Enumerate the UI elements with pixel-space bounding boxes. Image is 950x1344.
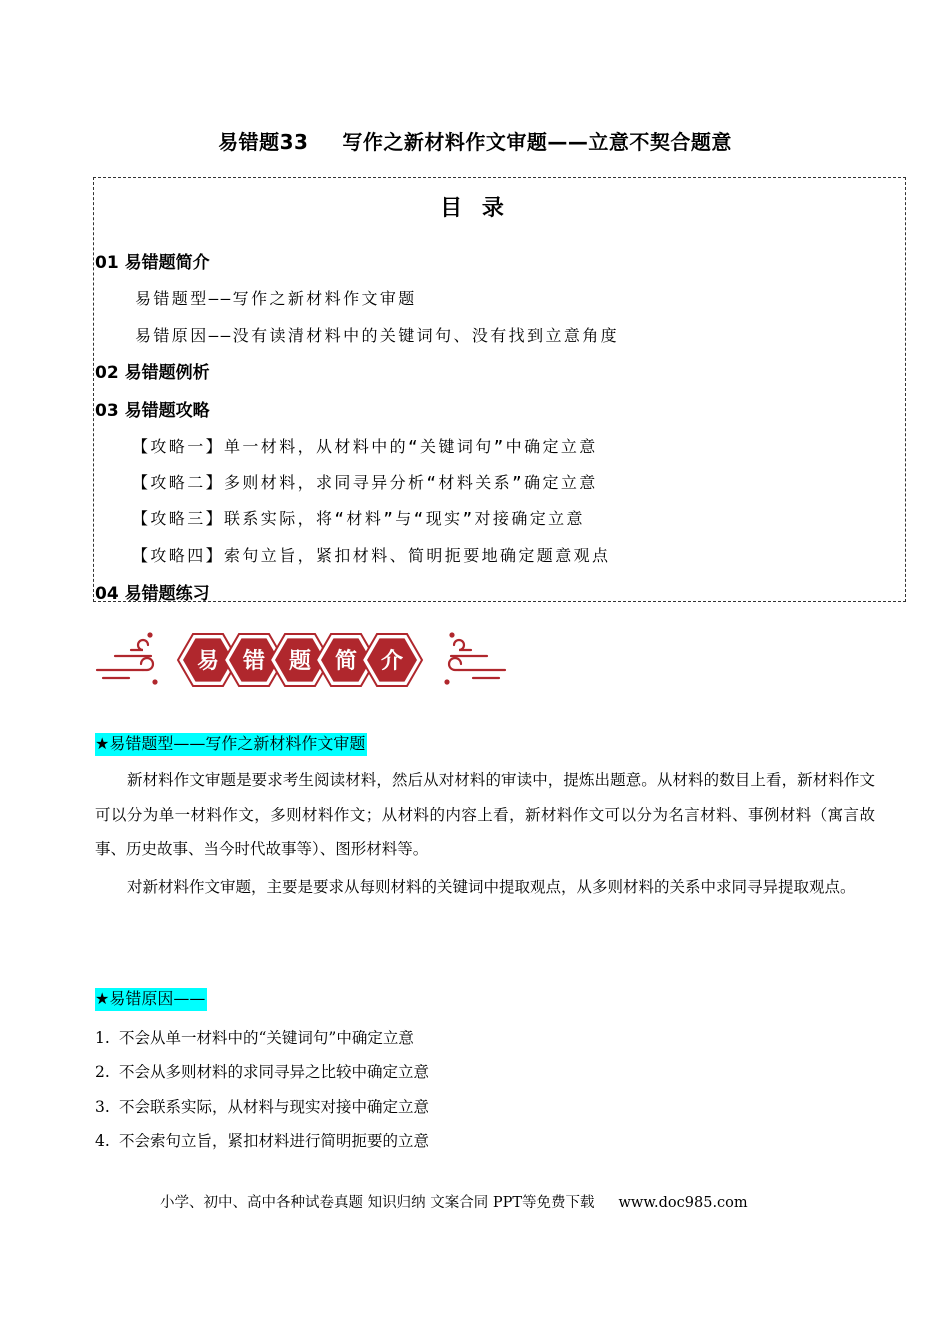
section-banner <box>95 626 507 692</box>
footer-url[interactable]: www.doc985.com <box>618 1195 748 1211</box>
section-heading-type: ★易错题型——写作之新材料作文审题 <box>95 733 367 756</box>
toc-item[interactable]: 【攻略三】联系实际，将“材料”与“现实”对接确定立意 <box>132 509 585 528</box>
list-item: 3. 不会联系实际，从材料与现实对接中确定立意 <box>95 1098 430 1116</box>
toc-item[interactable]: 易错题型——写作之新材料作文审题 <box>135 289 417 308</box>
toc-heading: 目 录 <box>440 196 510 221</box>
footer-text: 小学、初中、高中各种试卷真题 知识归纳 文案合同 PPT等免费下载 <box>160 1195 595 1211</box>
section-heading-cause: ★易错原因—— <box>95 988 207 1011</box>
list-item: 2. 不会从多则材料的求同寻异之比较中确定立意 <box>95 1063 430 1081</box>
toc-section-4[interactable]: 04 易错题练习 <box>95 584 210 604</box>
banner-char: 题 <box>288 649 312 674</box>
page-footer <box>160 1191 748 1212</box>
list-item: 1. 不会从单一材料中的“关键词句”中确定立意 <box>95 1029 414 1047</box>
cloud-ornament-right-icon <box>444 632 505 684</box>
banner-char: 易 <box>196 649 220 674</box>
paragraph: 新材料作文审题是要求考生阅读材料，然后从对材料的审读中，提炼出题意。从材料的数目上看，新材料作文可以分为单一材料作文，多则材料作文；从材料的内容上看，新材料作文可以分为名言材料、事例材料（寓言故事、历史故事、当今时代故事等）、图形材料等。 <box>95 771 875 858</box>
title-number: 易错题33 <box>218 130 309 154</box>
toc-section-3[interactable]: 03 易错题攻略 <box>95 401 210 421</box>
banner-char: 错 <box>242 649 266 674</box>
toc-box <box>93 177 906 602</box>
title-text: 写作之新材料作文审题——立意不契合题意 <box>342 130 732 154</box>
toc-section-1[interactable]: 01 易错题简介 <box>95 253 210 273</box>
toc-section-2[interactable]: 02 易错题例析 <box>95 363 210 383</box>
banner-char: 介 <box>380 649 404 674</box>
toc-item[interactable]: 【攻略四】索句立旨，紧扣材料、简明扼要地确定题意观点 <box>132 546 611 565</box>
toc-item[interactable]: 【攻略一】单一材料，从材料中的“关键词句”中确定立意 <box>132 437 598 456</box>
paragraph: 对新材料作文审题，主要是要求从每则材料的关键词中提取观点，从多则材料的关系中求同寻异提取观点。 <box>127 878 856 896</box>
banner-char: 简 <box>334 649 358 674</box>
cloud-ornament-left-icon <box>97 632 158 684</box>
toc-item[interactable]: 易错原因——没有读清材料中的关键词句、没有找到立意角度 <box>135 326 620 345</box>
document-title <box>0 126 950 155</box>
toc-item[interactable]: 【攻略二】多则材料，求同寻异分析“材料关系”确定立意 <box>132 473 598 492</box>
list-item: 4. 不会索句立旨，紧扣材料进行简明扼要的立意 <box>95 1132 430 1150</box>
